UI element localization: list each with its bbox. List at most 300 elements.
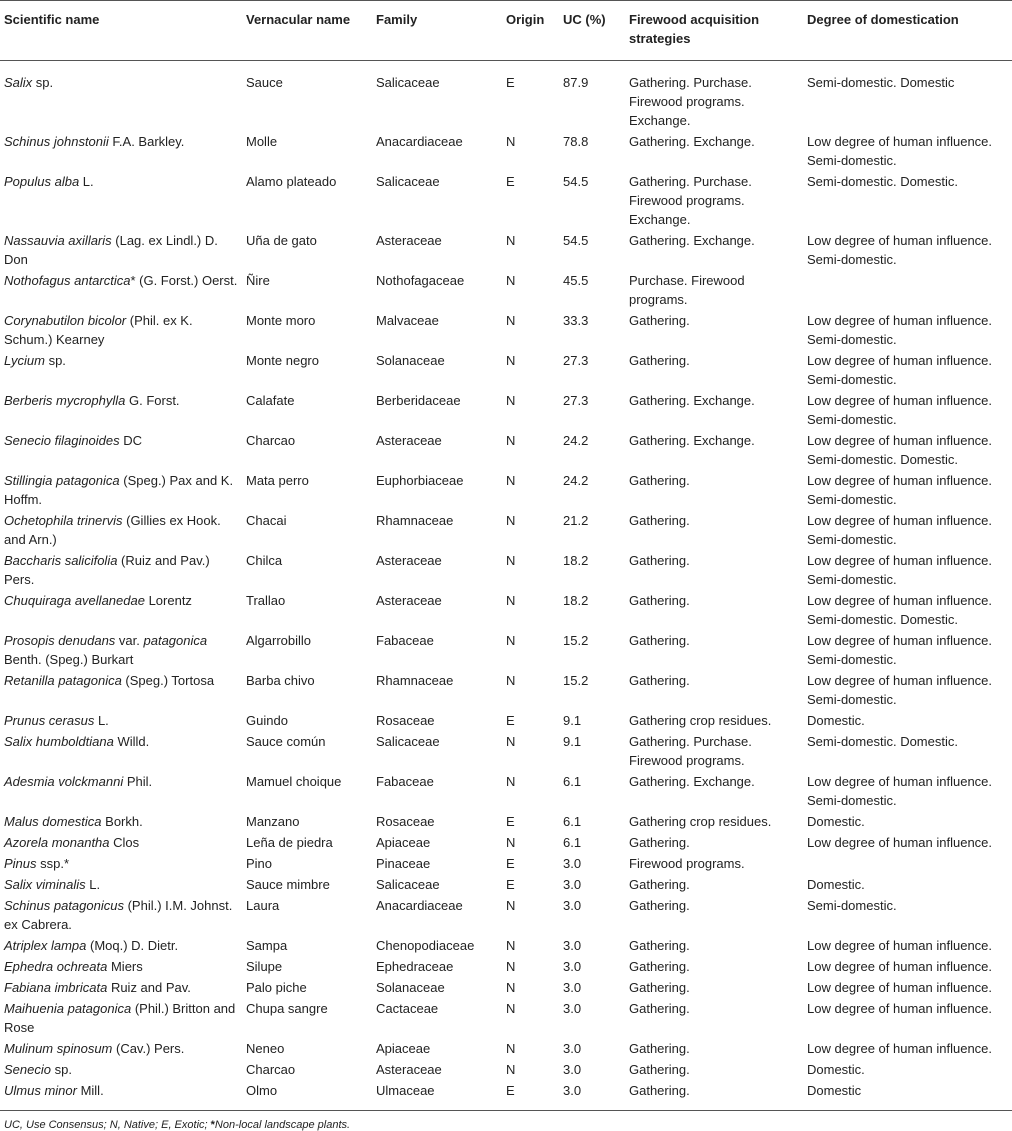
cell-vernacular-name: Algarrobillo	[246, 633, 312, 648]
cell-domestication	[803, 853, 1012, 874]
cell-domestication: Low degree of human influence. Semi-domestic.	[807, 673, 993, 707]
scientific-name-author: Clos	[109, 835, 140, 850]
scientific-name-italic: Fabiana imbricata	[4, 980, 108, 995]
cell-origin: N	[506, 1001, 516, 1016]
cell-firewood-strategies: Gathering.	[629, 980, 690, 995]
cell-family: Euphorbiaceae	[376, 473, 464, 488]
scientific-name-italic: Maihuenia patagonica	[4, 1001, 132, 1016]
scientific-name-author: ssp.*	[36, 856, 70, 871]
cell-family: Ephedraceae	[376, 959, 454, 974]
table-row	[0, 630, 1012, 670]
cell-scientific-name	[0, 230, 242, 270]
table-row	[0, 390, 1012, 430]
cell-domestication: Low degree of human influence. Semi-domestic.	[807, 353, 993, 387]
cell-domestication: Domestic.	[807, 877, 865, 892]
cell-origin: N	[506, 980, 516, 995]
cell-domestication: Low degree of human influence. Semi-domestic.	[807, 473, 993, 507]
cell-scientific-name	[0, 811, 242, 832]
footnote-text: UC, Use Consensus; N, Native; E, Exotic;	[4, 1119, 211, 1131]
cell-scientific-name	[0, 895, 242, 935]
scientific-name-author: L.	[79, 174, 94, 189]
cell-firewood-strategies: Gathering.	[629, 1041, 690, 1056]
table-row	[0, 131, 1012, 171]
table-row	[0, 270, 1012, 310]
cell-scientific-name	[0, 1038, 242, 1059]
cell-vernacular-name: Silupe	[246, 959, 283, 974]
scientific-name-author: (Phil.) I.M. Johnst. ex Cabrera.	[4, 898, 233, 932]
header-family: Family	[372, 1, 502, 61]
scientific-name-author: L.	[94, 713, 109, 728]
cell-scientific-name	[0, 131, 242, 171]
cell-family: Solanaceae	[376, 980, 445, 995]
cell-firewood-strategies: Gathering.	[629, 835, 690, 850]
cell-use-consensus: 6.1	[563, 814, 582, 829]
scientific-name-italic: Berberis mycrophylla	[4, 393, 126, 408]
cell-firewood-strategies: Gathering.	[629, 633, 690, 648]
cell-family: Fabaceae	[376, 633, 434, 648]
cell-domestication: Domestic.	[807, 814, 865, 829]
cell-vernacular-name: Calafate	[246, 393, 295, 408]
cell-use-consensus: 18.2	[563, 553, 589, 568]
table-row	[0, 550, 1012, 590]
cell-family: Berberidaceae	[376, 393, 461, 408]
cell-vernacular-name: Leña de piedra	[246, 835, 333, 850]
cell-use-consensus: 45.5	[563, 273, 589, 288]
cell-origin: N	[506, 233, 516, 248]
cell-domestication: Low degree of human influence. Semi-domestic.	[807, 233, 993, 267]
cell-use-consensus: 3.0	[563, 877, 582, 892]
scientific-name-author: Phil.	[123, 774, 153, 789]
cell-origin: N	[506, 835, 516, 850]
cell-origin: N	[506, 959, 516, 974]
cell-domestication: Low degree of human influence. Semi-domestic.	[807, 134, 993, 168]
table-row	[0, 670, 1012, 710]
cell-family: Salicaceae	[376, 75, 440, 90]
cell-scientific-name	[0, 61, 242, 132]
scientific-name-author: (Phil. ex K. Schum.) Kearney	[4, 313, 193, 347]
cell-origin: N	[506, 513, 516, 528]
scientific-name-italic: Salix humboldtiana	[4, 734, 114, 749]
table-row	[0, 310, 1012, 350]
cell-use-consensus: 3.0	[563, 898, 582, 913]
cell-firewood-strategies: Gathering.	[629, 553, 690, 568]
cell-origin: N	[506, 553, 516, 568]
cell-firewood-strategies: Gathering. Exchange.	[629, 393, 755, 408]
scientific-name-author: (Speg.) Tortosa	[121, 673, 215, 688]
cell-origin: N	[506, 393, 516, 408]
table-row	[0, 470, 1012, 510]
cell-vernacular-name: Trallao	[246, 593, 286, 608]
cell-firewood-strategies: Gathering. Exchange.	[629, 774, 755, 789]
cell-scientific-name	[0, 731, 242, 771]
scientific-name-italic: Mulinum spinosum	[4, 1041, 113, 1056]
cell-scientific-name	[0, 390, 242, 430]
table-footnote	[0, 1111, 1012, 1131]
scientific-name-author: (Gillies ex Hook. and Arn.)	[4, 513, 221, 547]
scientific-name-italic: patagonica	[143, 633, 208, 648]
cell-scientific-name	[0, 710, 242, 731]
table-row	[0, 1080, 1012, 1111]
cell-origin: N	[506, 938, 516, 953]
table-row	[0, 230, 1012, 270]
cell-firewood-strategies: Gathering.	[629, 673, 690, 688]
scientific-name-italic: Populus alba	[4, 174, 80, 189]
table-row	[0, 998, 1012, 1038]
cell-family: Asteraceae	[376, 593, 442, 608]
table-row	[0, 1059, 1012, 1080]
cell-vernacular-name: Olmo	[242, 1080, 372, 1111]
cell-origin: E	[506, 713, 515, 728]
cell-origin: N	[506, 898, 516, 913]
cell-scientific-name	[0, 510, 242, 550]
cell-use-consensus: 3.0	[563, 856, 582, 871]
cell-domestication: Domestic.	[807, 1062, 865, 1077]
cell-use-consensus: 3.0	[563, 959, 582, 974]
cell-domestication: Low degree of human influence.	[807, 980, 993, 995]
scientific-name-italic: Baccharis salicifolia	[4, 553, 118, 568]
cell-family: Salicaceae	[376, 877, 440, 892]
cell-domestication: Low degree of human influence. Semi-domestic.	[807, 313, 993, 347]
cell-vernacular-name: Sauce común	[246, 734, 326, 749]
scientific-name-author: (Cav.) Pers.	[112, 1041, 185, 1056]
table-row	[0, 710, 1012, 731]
cell-scientific-name	[0, 171, 242, 230]
cell-vernacular-name: Chacai	[246, 513, 287, 528]
cell-vernacular-name: Sauce	[246, 75, 283, 90]
cell-family: Rosaceae	[376, 713, 435, 728]
cell-firewood-strategies: Firewood programs.	[629, 856, 745, 871]
scientific-name-italic: Nassauvia axillaris	[4, 233, 112, 248]
cell-firewood-strategies: Gathering.	[625, 1080, 803, 1111]
cell-domestication: Semi-domestic. Domestic.	[807, 174, 958, 189]
cell-origin: N	[506, 673, 516, 688]
cell-firewood-strategies: Gathering.	[629, 513, 690, 528]
scientific-name-italic: Malus domestica	[4, 814, 102, 829]
scientific-name-italic: Prosopis denudans	[4, 633, 116, 648]
cell-scientific-name	[0, 1080, 242, 1111]
cell-use-consensus: 24.2	[563, 473, 589, 488]
scientific-name-author: Benth. (Speg.) Burkart	[4, 652, 134, 667]
header-firewood-strategies: Firewood acquisition strategies	[625, 1, 803, 61]
cell-scientific-name	[0, 1059, 242, 1080]
scientific-name-author: Willd.	[113, 734, 150, 749]
scientific-name-italic: Stillingia patagonica	[4, 473, 120, 488]
header-scientific-name: Scientific name	[0, 1, 242, 61]
cell-firewood-strategies: Gathering.	[629, 898, 690, 913]
cell-vernacular-name: Chupa sangre	[246, 1001, 328, 1016]
cell-family: Asteraceae	[376, 433, 442, 448]
table-row	[0, 977, 1012, 998]
cell-vernacular-name: Monte moro	[246, 313, 316, 328]
table-row	[0, 61, 1012, 132]
cell-use-consensus: 27.3	[563, 353, 589, 368]
cell-origin: N	[506, 593, 516, 608]
cell-domestication	[803, 270, 1012, 310]
cell-firewood-strategies: Gathering. Purchase. Firewood programs. Exchange.	[629, 174, 752, 227]
cell-firewood-strategies: Gathering.	[629, 473, 690, 488]
cell-firewood-strategies: Gathering.	[629, 1001, 690, 1016]
table-row	[0, 874, 1012, 895]
scientific-name-italic: Schinus johnstonii	[4, 134, 109, 149]
cell-family: Fabaceae	[376, 774, 434, 789]
scientific-name-italic: Schinus patagonicus	[4, 898, 124, 913]
cell-family: Malvaceae	[376, 313, 439, 328]
cell-firewood-strategies: Gathering. Purchase. Firewood programs. Exchange.	[629, 75, 752, 128]
cell-use-consensus: 15.2	[563, 673, 589, 688]
cell-origin: N	[506, 433, 516, 448]
cell-firewood-strategies: Gathering crop residues.	[629, 713, 772, 728]
cell-domestication: Domestic.	[807, 713, 865, 728]
cell-scientific-name	[0, 935, 242, 956]
cell-firewood-strategies: Gathering.	[629, 877, 690, 892]
cell-scientific-name	[0, 771, 242, 811]
table-row	[0, 935, 1012, 956]
scientific-name-author: F.A. Barkley.	[108, 134, 185, 149]
cell-domestication: Low degree of human influence.	[807, 938, 993, 953]
cell-domestication: Low degree of human influence. Semi-domestic.	[807, 774, 993, 808]
cell-vernacular-name: Sauce mimbre	[246, 877, 330, 892]
cell-firewood-strategies: Gathering.	[629, 938, 690, 953]
cell-domestication: Low degree of human influence. Semi-domestic.	[807, 633, 993, 667]
cell-vernacular-name: Monte negro	[246, 353, 319, 368]
scientific-name-italic: Adesmia volckmanni	[4, 774, 124, 789]
cell-family: Salicaceae	[376, 734, 440, 749]
cell-use-consensus: 54.5	[563, 233, 589, 248]
table-row	[0, 350, 1012, 390]
header-domestication: Degree of domestication	[803, 1, 1012, 61]
cell-firewood-strategies: Gathering. Purchase. Firewood programs.	[629, 734, 752, 768]
cell-firewood-strategies: Gathering. Exchange.	[629, 233, 755, 248]
table-row	[0, 510, 1012, 550]
scientific-name-author: (Speg.) Pax and K. Hoffm.	[4, 473, 234, 507]
cell-origin: E	[506, 877, 515, 892]
cell-use-consensus: 6.1	[563, 835, 582, 850]
cell-scientific-name	[0, 977, 242, 998]
cell-scientific-name	[0, 350, 242, 390]
table-row	[0, 1038, 1012, 1059]
cell-vernacular-name: Guindo	[246, 713, 288, 728]
scientific-name-italic: Ochetophila trinervis	[4, 513, 123, 528]
cell-firewood-strategies: Gathering.	[629, 959, 690, 974]
scientific-name-italic: Ulmus minor	[4, 1083, 77, 1098]
cell-origin: N	[506, 134, 516, 149]
cell-origin: N	[506, 633, 516, 648]
cell-scientific-name	[0, 874, 242, 895]
scientific-name-italic: Retanilla patagonica	[4, 673, 122, 688]
cell-use-consensus: 3.0	[563, 1001, 582, 1016]
cell-family: Apiaceae	[376, 1041, 431, 1056]
scientific-name-italic: Chuquiraga avellanedae	[4, 593, 145, 608]
cell-scientific-name	[0, 630, 242, 670]
scientific-name-author: Borkh.	[101, 814, 143, 829]
cell-family: Anacardiaceae	[376, 898, 463, 913]
cell-vernacular-name: Ñire	[246, 273, 270, 288]
cell-family: Ulmaceae	[372, 1080, 502, 1111]
scientific-name-italic: Corynabutilon bicolor	[4, 313, 127, 328]
cell-origin: E	[506, 75, 515, 90]
table-row	[0, 171, 1012, 230]
cell-firewood-strategies: Gathering. Exchange.	[629, 433, 755, 448]
cell-domestication: Low degree of human influence.	[807, 1041, 993, 1056]
cell-use-consensus: 6.1	[563, 774, 582, 789]
scientific-name-italic: Senecio	[4, 1062, 51, 1077]
cell-family: Cactaceae	[376, 1001, 439, 1016]
cell-scientific-name	[0, 998, 242, 1038]
cell-origin: E	[502, 1080, 559, 1111]
scientific-name-italic: Senecio filaginoides	[4, 433, 120, 448]
scientific-name-author: sp.	[50, 1062, 72, 1077]
scientific-name-italic: Salix	[4, 75, 33, 90]
cell-use-consensus: 27.3	[563, 393, 589, 408]
scientific-name-author: G. Forst.	[125, 393, 180, 408]
cell-family: Rhamnaceae	[376, 673, 454, 688]
scientific-name-author: Mill.	[76, 1083, 104, 1098]
cell-scientific-name	[0, 832, 242, 853]
cell-origin: N	[506, 1041, 516, 1056]
table-row	[0, 956, 1012, 977]
cell-vernacular-name: Molle	[246, 134, 278, 149]
scientific-name-author: * (G. Forst.) Oerst.	[130, 273, 238, 288]
cell-scientific-name	[0, 670, 242, 710]
cell-domestication: Low degree of human influence. Semi-domestic.	[807, 393, 993, 427]
header-use-consensus: UC (%)	[559, 1, 625, 61]
cell-vernacular-name: Neneo	[246, 1041, 285, 1056]
cell-firewood-strategies: Gathering. Exchange.	[629, 134, 755, 149]
cell-family: Chenopodiaceae	[376, 938, 475, 953]
cell-use-consensus: 3.0	[563, 938, 582, 953]
cell-domestication: Low degree of human influence.	[807, 959, 993, 974]
cell-vernacular-name: Sampa	[246, 938, 288, 953]
cell-use-consensus: 24.2	[563, 433, 589, 448]
cell-origin: N	[506, 313, 516, 328]
cell-vernacular-name: Manzano	[246, 814, 300, 829]
scientific-name-italic: Azorela monantha	[4, 835, 110, 850]
cell-firewood-strategies: Gathering.	[629, 1062, 690, 1077]
scientific-name-italic: Atriplex lampa	[4, 938, 87, 953]
cell-use-consensus: 15.2	[563, 633, 589, 648]
cell-family: Salicaceae	[376, 174, 440, 189]
cell-scientific-name	[0, 550, 242, 590]
cell-use-consensus: 87.9	[563, 75, 589, 90]
cell-use-consensus: 3.0	[559, 1080, 625, 1111]
cell-vernacular-name: Pino	[246, 856, 273, 871]
cell-vernacular-name: Alamo plateado	[246, 174, 337, 189]
cell-family: Rhamnaceae	[376, 513, 454, 528]
scientific-name-author: Ruiz and Pav.	[107, 980, 191, 995]
table-row	[0, 811, 1012, 832]
cell-domestication: Semi-domestic. Domestic	[807, 75, 955, 90]
cell-family: Solanaceae	[376, 353, 445, 368]
cell-use-consensus: 54.5	[563, 174, 589, 189]
cell-origin: E	[506, 856, 515, 871]
cell-firewood-strategies: Gathering.	[629, 353, 690, 368]
scientific-name-author: var.	[115, 633, 144, 648]
table-row	[0, 832, 1012, 853]
cell-scientific-name	[0, 470, 242, 510]
cell-scientific-name	[0, 956, 242, 977]
cell-family: Asteraceae	[376, 1062, 442, 1077]
cell-vernacular-name: Palo piche	[246, 980, 307, 995]
cell-use-consensus: 3.0	[563, 1041, 582, 1056]
cell-firewood-strategies: Gathering.	[629, 593, 690, 608]
cell-use-consensus: 3.0	[563, 1062, 582, 1077]
scientific-name-author: (Moq.) D. Dietr.	[86, 938, 179, 953]
cell-origin: N	[506, 774, 516, 789]
cell-domestication: Semi-domestic. Domestic.	[807, 734, 958, 749]
cell-vernacular-name: Uña de gato	[246, 233, 317, 248]
scientific-name-italic: Prunus cerasus	[4, 713, 95, 728]
cell-use-consensus: 21.2	[563, 513, 589, 528]
header-row	[0, 1, 1012, 61]
cell-domestication: Low degree of human influence. Semi-domestic. Domestic.	[807, 593, 993, 627]
cell-use-consensus: 33.3	[563, 313, 589, 328]
cell-family: Rosaceae	[376, 814, 435, 829]
cell-domestication: Low degree of human influence. Semi-domestic.	[807, 513, 993, 547]
header-origin: Origin	[502, 1, 559, 61]
cell-domestication: Low degree of human influence.	[807, 1001, 993, 1016]
cell-origin: N	[506, 473, 516, 488]
cell-scientific-name	[0, 430, 242, 470]
cell-family: Asteraceae	[376, 553, 442, 568]
cell-origin: N	[506, 734, 516, 749]
scientific-name-italic: Pinus	[4, 856, 37, 871]
cell-family: Anacardiaceae	[376, 134, 463, 149]
scientific-name-author: sp.	[44, 353, 66, 368]
cell-vernacular-name: Mata perro	[246, 473, 309, 488]
footnote-star: *	[210, 1119, 215, 1131]
scientific-name-author: sp.	[32, 75, 54, 90]
cell-family: Nothofagaceae	[376, 273, 465, 288]
cell-firewood-strategies: Purchase. Firewood programs.	[629, 273, 745, 307]
cell-vernacular-name: Barba chivo	[246, 673, 315, 688]
cell-firewood-strategies: Gathering crop residues.	[629, 814, 772, 829]
table-row	[0, 853, 1012, 874]
cell-vernacular-name: Charcao	[246, 433, 296, 448]
table-row	[0, 590, 1012, 630]
cell-family: Apiaceae	[376, 835, 431, 850]
table-row	[0, 895, 1012, 935]
cell-use-consensus: 18.2	[563, 593, 589, 608]
table-row	[0, 771, 1012, 811]
cell-scientific-name	[0, 310, 242, 350]
scientific-name-author: (Phil.) Britton and Rose	[4, 1001, 236, 1035]
scientific-name-author: Lorentz	[144, 593, 192, 608]
scientific-name-italic: Nothofagus antarctica	[4, 273, 131, 288]
footnote-rest: Non-local landscape plants.	[214, 1119, 351, 1131]
table-body	[0, 61, 1012, 1111]
cell-vernacular-name: Charcao	[246, 1062, 296, 1077]
cell-domestication: Low degree of human influence. Semi-domestic. Domestic.	[807, 433, 993, 467]
cell-scientific-name	[0, 590, 242, 630]
cell-vernacular-name: Chilca	[246, 553, 283, 568]
table-row	[0, 731, 1012, 771]
scientific-name-author: L.	[85, 877, 101, 892]
header-vernacular-name: Vernacular name	[242, 1, 372, 61]
cell-origin: N	[506, 273, 516, 288]
cell-firewood-strategies: Gathering.	[629, 313, 690, 328]
cell-scientific-name	[0, 270, 242, 310]
cell-vernacular-name: Mamuel choique	[246, 774, 342, 789]
cell-family: Pinaceae	[376, 856, 431, 871]
scientific-name-author: (Ruiz and Pav.) Pers.	[4, 553, 210, 587]
cell-use-consensus: 3.0	[563, 980, 582, 995]
cell-use-consensus: 9.1	[563, 713, 582, 728]
cell-vernacular-name: Laura	[246, 898, 280, 913]
scientific-name-italic: Ephedra ochreata	[4, 959, 108, 974]
cell-domestication: Low degree of human influence.	[807, 835, 993, 850]
cell-domestication: Low degree of human influence. Semi-domestic.	[807, 553, 993, 587]
cell-origin: N	[506, 1062, 516, 1077]
